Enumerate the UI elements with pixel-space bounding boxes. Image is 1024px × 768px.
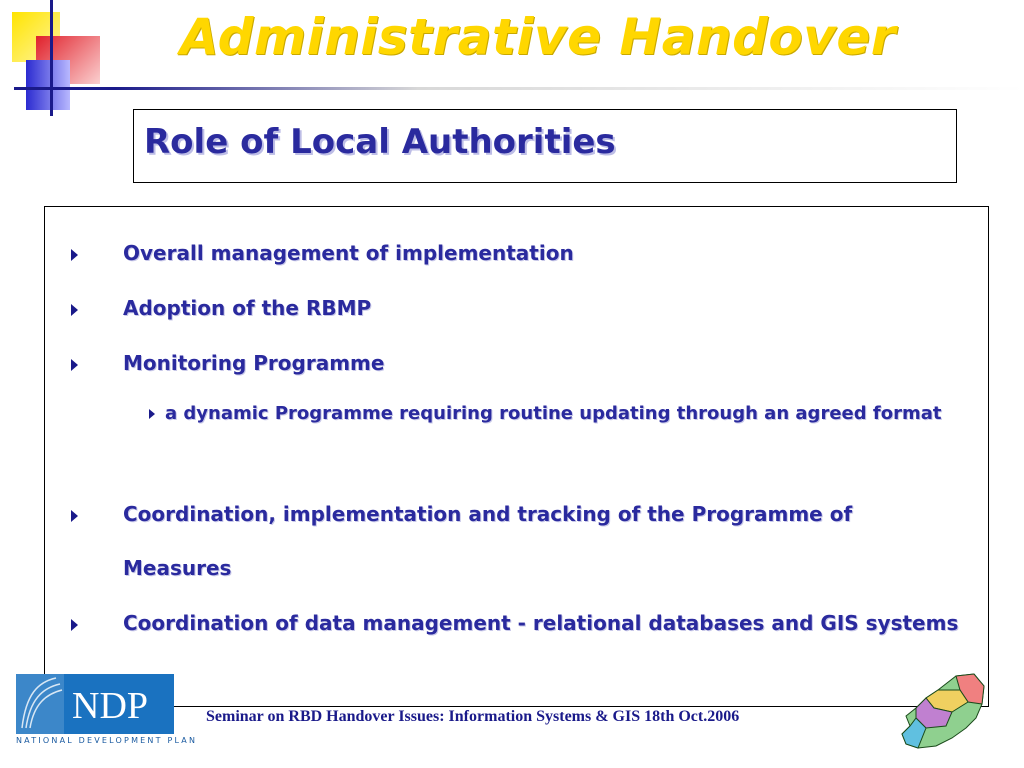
bullet-arrow-icon	[71, 619, 78, 631]
bullet-item: Overall management of implementation	[71, 243, 963, 280]
bullet-item: Coordination of data management - relational databases and GIS systems	[71, 613, 963, 650]
decor-horizontal-line	[14, 87, 1024, 90]
decor-blue-square	[26, 60, 70, 110]
bullet-item: Adoption of the RBMP	[71, 298, 963, 335]
bullet-item: Coordination, implementation and tracking of the Programme of Measures	[71, 504, 963, 595]
bullet-arrow-icon	[71, 304, 78, 316]
bullet-arrow-icon	[149, 409, 155, 419]
slide-subtitle: Role of Local Authorities	[144, 122, 616, 162]
subtitle-box	[133, 109, 957, 183]
ireland-map-icon	[896, 668, 988, 752]
bullet-arrow-icon	[71, 510, 78, 522]
bullet-item: Monitoring Programme	[71, 353, 963, 390]
sub-bullet-item: a dynamic Programme requiring routine updating through an agreed format	[149, 405, 945, 438]
decor-vertical-line	[50, 0, 53, 116]
ndp-logo-text: NDP	[72, 685, 149, 727]
ndp-logo	[16, 674, 174, 734]
slide-title: Administrative Handover	[180, 8, 896, 66]
bullet-arrow-icon	[71, 359, 78, 371]
ndp-caption: NATIONAL DEVELOPMENT PLAN	[16, 736, 198, 745]
footer-text: Seminar on RBD Handover Issues: Information Systems & GIS 18th Oct.2006	[206, 708, 740, 725]
content-box	[44, 206, 989, 707]
bullet-arrow-icon	[71, 249, 78, 261]
